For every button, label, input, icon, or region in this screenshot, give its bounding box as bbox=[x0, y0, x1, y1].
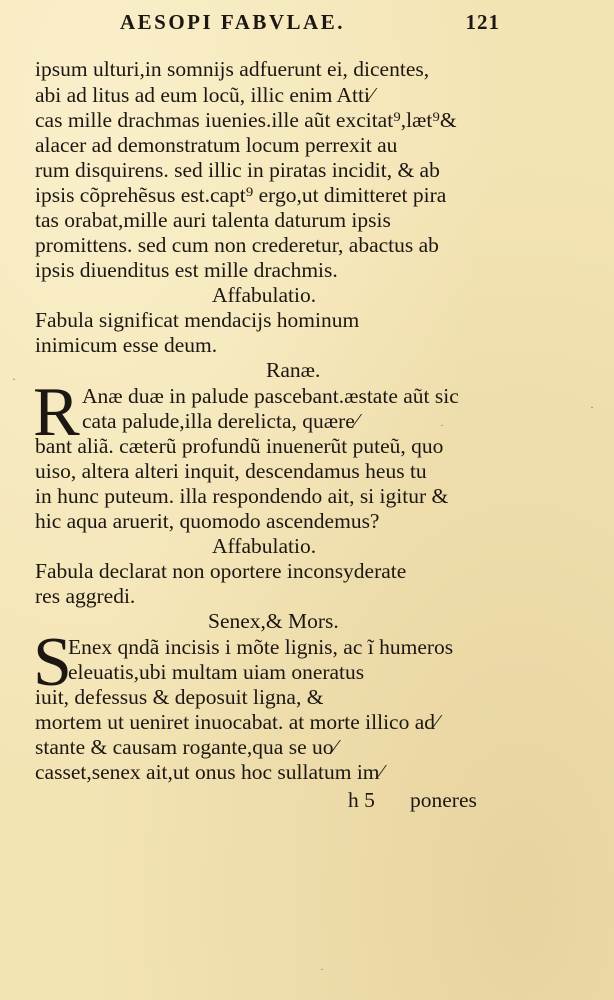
text-line: mortem ut ueniret inuocabat. at morte illico ad⁄ bbox=[35, 710, 439, 734]
text-line: ipsis cõprehẽsus est.capt⁹ ergo,ut dimitteret pira bbox=[35, 183, 447, 207]
page-number: 121 bbox=[465, 10, 500, 34]
text-line: ipsis diuenditus est mille drachmis. bbox=[35, 258, 338, 282]
ink-speck: · bbox=[590, 400, 594, 414]
text-line: alacer ad demonstratum locum perrexit au bbox=[35, 133, 398, 157]
text-line: uiso, altera alteri inquit, descendamus heus tu bbox=[35, 459, 427, 483]
text-line: hic aqua aruerit, quomodo ascendemus? bbox=[35, 509, 380, 533]
ink-speck: · bbox=[320, 962, 324, 976]
text-line: rum disquirens. sed illic in piratas incidit, & ab bbox=[35, 158, 440, 182]
catchword: poneres bbox=[410, 788, 477, 812]
text-line: abi ad litus ad eum locũ, illic enim Atti⁄ bbox=[35, 83, 374, 107]
text-line: Fabula significat mendacijs hominum bbox=[35, 308, 360, 332]
text-line: iuit, defessus & deposuit ligna, & bbox=[35, 685, 324, 709]
running-title: AESOPI FABVLAE. bbox=[120, 10, 345, 34]
text-line: cas mille drachmas iuenies.ille aũt excitat⁹,læt⁹& bbox=[35, 108, 457, 132]
text-line: eleuatis,ubi multam uiam oneratus bbox=[68, 660, 365, 684]
text-line: in hunc puteum. illa respondendo ait, si igitur & bbox=[35, 484, 449, 508]
text-line: cata palude,illa derelicta, quære⁄ bbox=[82, 409, 359, 433]
drop-cap-letter: R bbox=[33, 374, 80, 451]
text-line: Enex qndã incisis i mõte lignis, ac ĩ humeros bbox=[68, 635, 454, 659]
text-line: inimicum esse deum. bbox=[35, 333, 218, 357]
moral-heading: Affabulatio. bbox=[212, 283, 317, 307]
page-header bbox=[120, 10, 500, 38]
text-line: stante & causam rogante,qua se uo⁄ bbox=[35, 735, 338, 759]
ink-speck: · bbox=[12, 372, 16, 386]
fable-title: Senex,& Mors. bbox=[208, 609, 339, 633]
fable-title: Ranæ. bbox=[266, 358, 321, 382]
signature-mark: h 5 bbox=[348, 788, 375, 812]
text-line: promittens. sed cum non crederetur, abactus ab bbox=[35, 233, 439, 257]
drop-cap-letter: S bbox=[33, 624, 72, 701]
text-line: Anæ duæ in palude pascebant.æstate aũt sic bbox=[82, 384, 459, 408]
text-line: Fabula declarat non oportere inconsyderate bbox=[35, 559, 407, 583]
text-line: casset,senex ait,ut onus hoc sullatum im⁄ bbox=[35, 760, 384, 784]
text-line: ipsum ulturi,in somnijs adfuerunt ei, dicentes, bbox=[35, 57, 430, 81]
text-line: res aggredi. bbox=[35, 584, 136, 608]
text-line: bant aliã. cæterũ profundũ inuenerũt puteũ, quo bbox=[35, 434, 444, 458]
moral-heading: Affabulatio. bbox=[212, 534, 317, 558]
text-line: tas orabat,mille auri talenta daturum ipsis bbox=[35, 208, 391, 232]
ink-speck: · bbox=[440, 418, 444, 432]
